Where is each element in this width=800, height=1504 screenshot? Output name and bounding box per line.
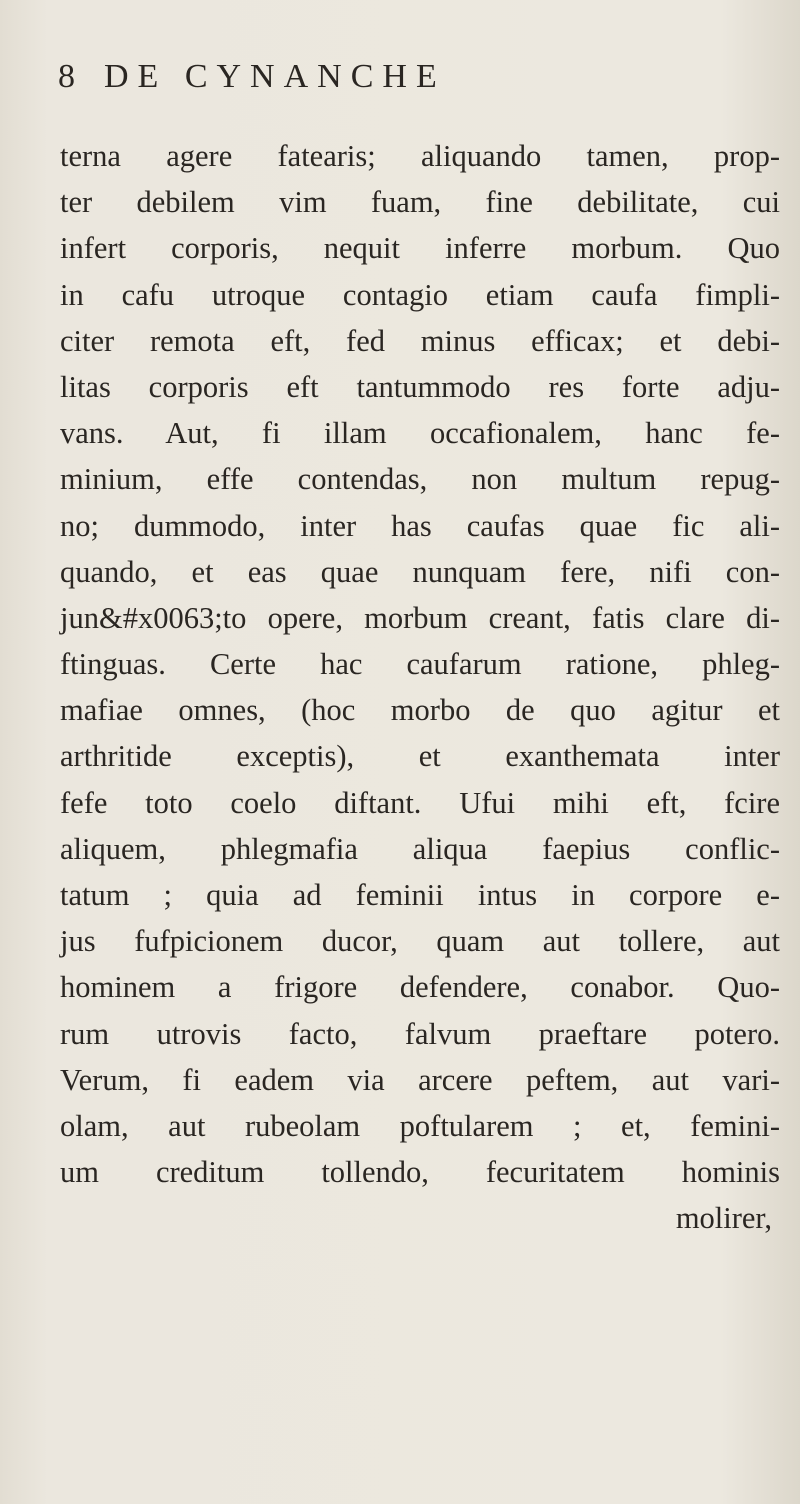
text-line: Verum, fi eadem via arcere peftem, aut vari- [60,1062,780,1097]
text-line: terna agere fatearis; aliquando tamen, prop- [60,139,780,173]
catchword: molirer, [675,1201,772,1236]
body-text [60,133,780,1242]
text-line: tatum ; quia ad feminii intus in corpore e- [60,878,780,912]
text-line: jun&#x0063;to opere, morbum creant, fatis clare di- [60,600,780,635]
text-line: minium, effe contendas, non multum repug- [60,462,780,497]
text-line: jus fufpicionem ducor, quam aut tollere, aut [60,924,780,959]
text-line: no; dummodo, inter has caufas quae fic ali- [60,508,780,543]
text-line: in cafu utroque contagio etiam caufa fimpli- [60,277,780,312]
text-line: citer remota eft, fed minus efficax; et debi- [60,323,780,358]
text-line: infert corporis, nequit inferre morbum. Quo [60,231,780,266]
text-line: um creditum tollendo, fecuritatem hominis [60,1155,780,1190]
text-line: quando, et eas quae nunquam fere, nifi con- [60,554,780,589]
text-line: vans. Aut, fi illam occafionalem, hanc fe- [60,416,780,451]
text-line: ter debilem vim fuam, fine debilitate, cui [60,185,780,220]
running-head [58,52,618,102]
text-line: hominem a frigore defendere, conabor. Quo- [60,970,780,1005]
text-line: arthritide exceptis), et exanthemata inter [60,739,780,774]
page-title: DE CYNANCHE [104,58,446,95]
text-line: ftinguas. Certe hac caufarum ratione, phleg- [60,647,780,682]
text-line: aliquem, phlegmafia aliqua faepius conflic- [60,831,780,866]
text-line: rum utrovis facto, falvum praeftare potero. [60,1016,780,1051]
page-number: 8 [58,58,75,95]
text-line: mafiae omnes, (hoc morbo de quo agitur et [60,693,780,728]
text-line: olam, aut rubeolam poftularem ; et, femini- [60,1108,780,1143]
text-line: fefe toto coelo diftant. Ufui mihi eft, fcire [60,785,780,820]
text-line: litas corporis eft tantummodo res forte adju- [60,369,780,404]
